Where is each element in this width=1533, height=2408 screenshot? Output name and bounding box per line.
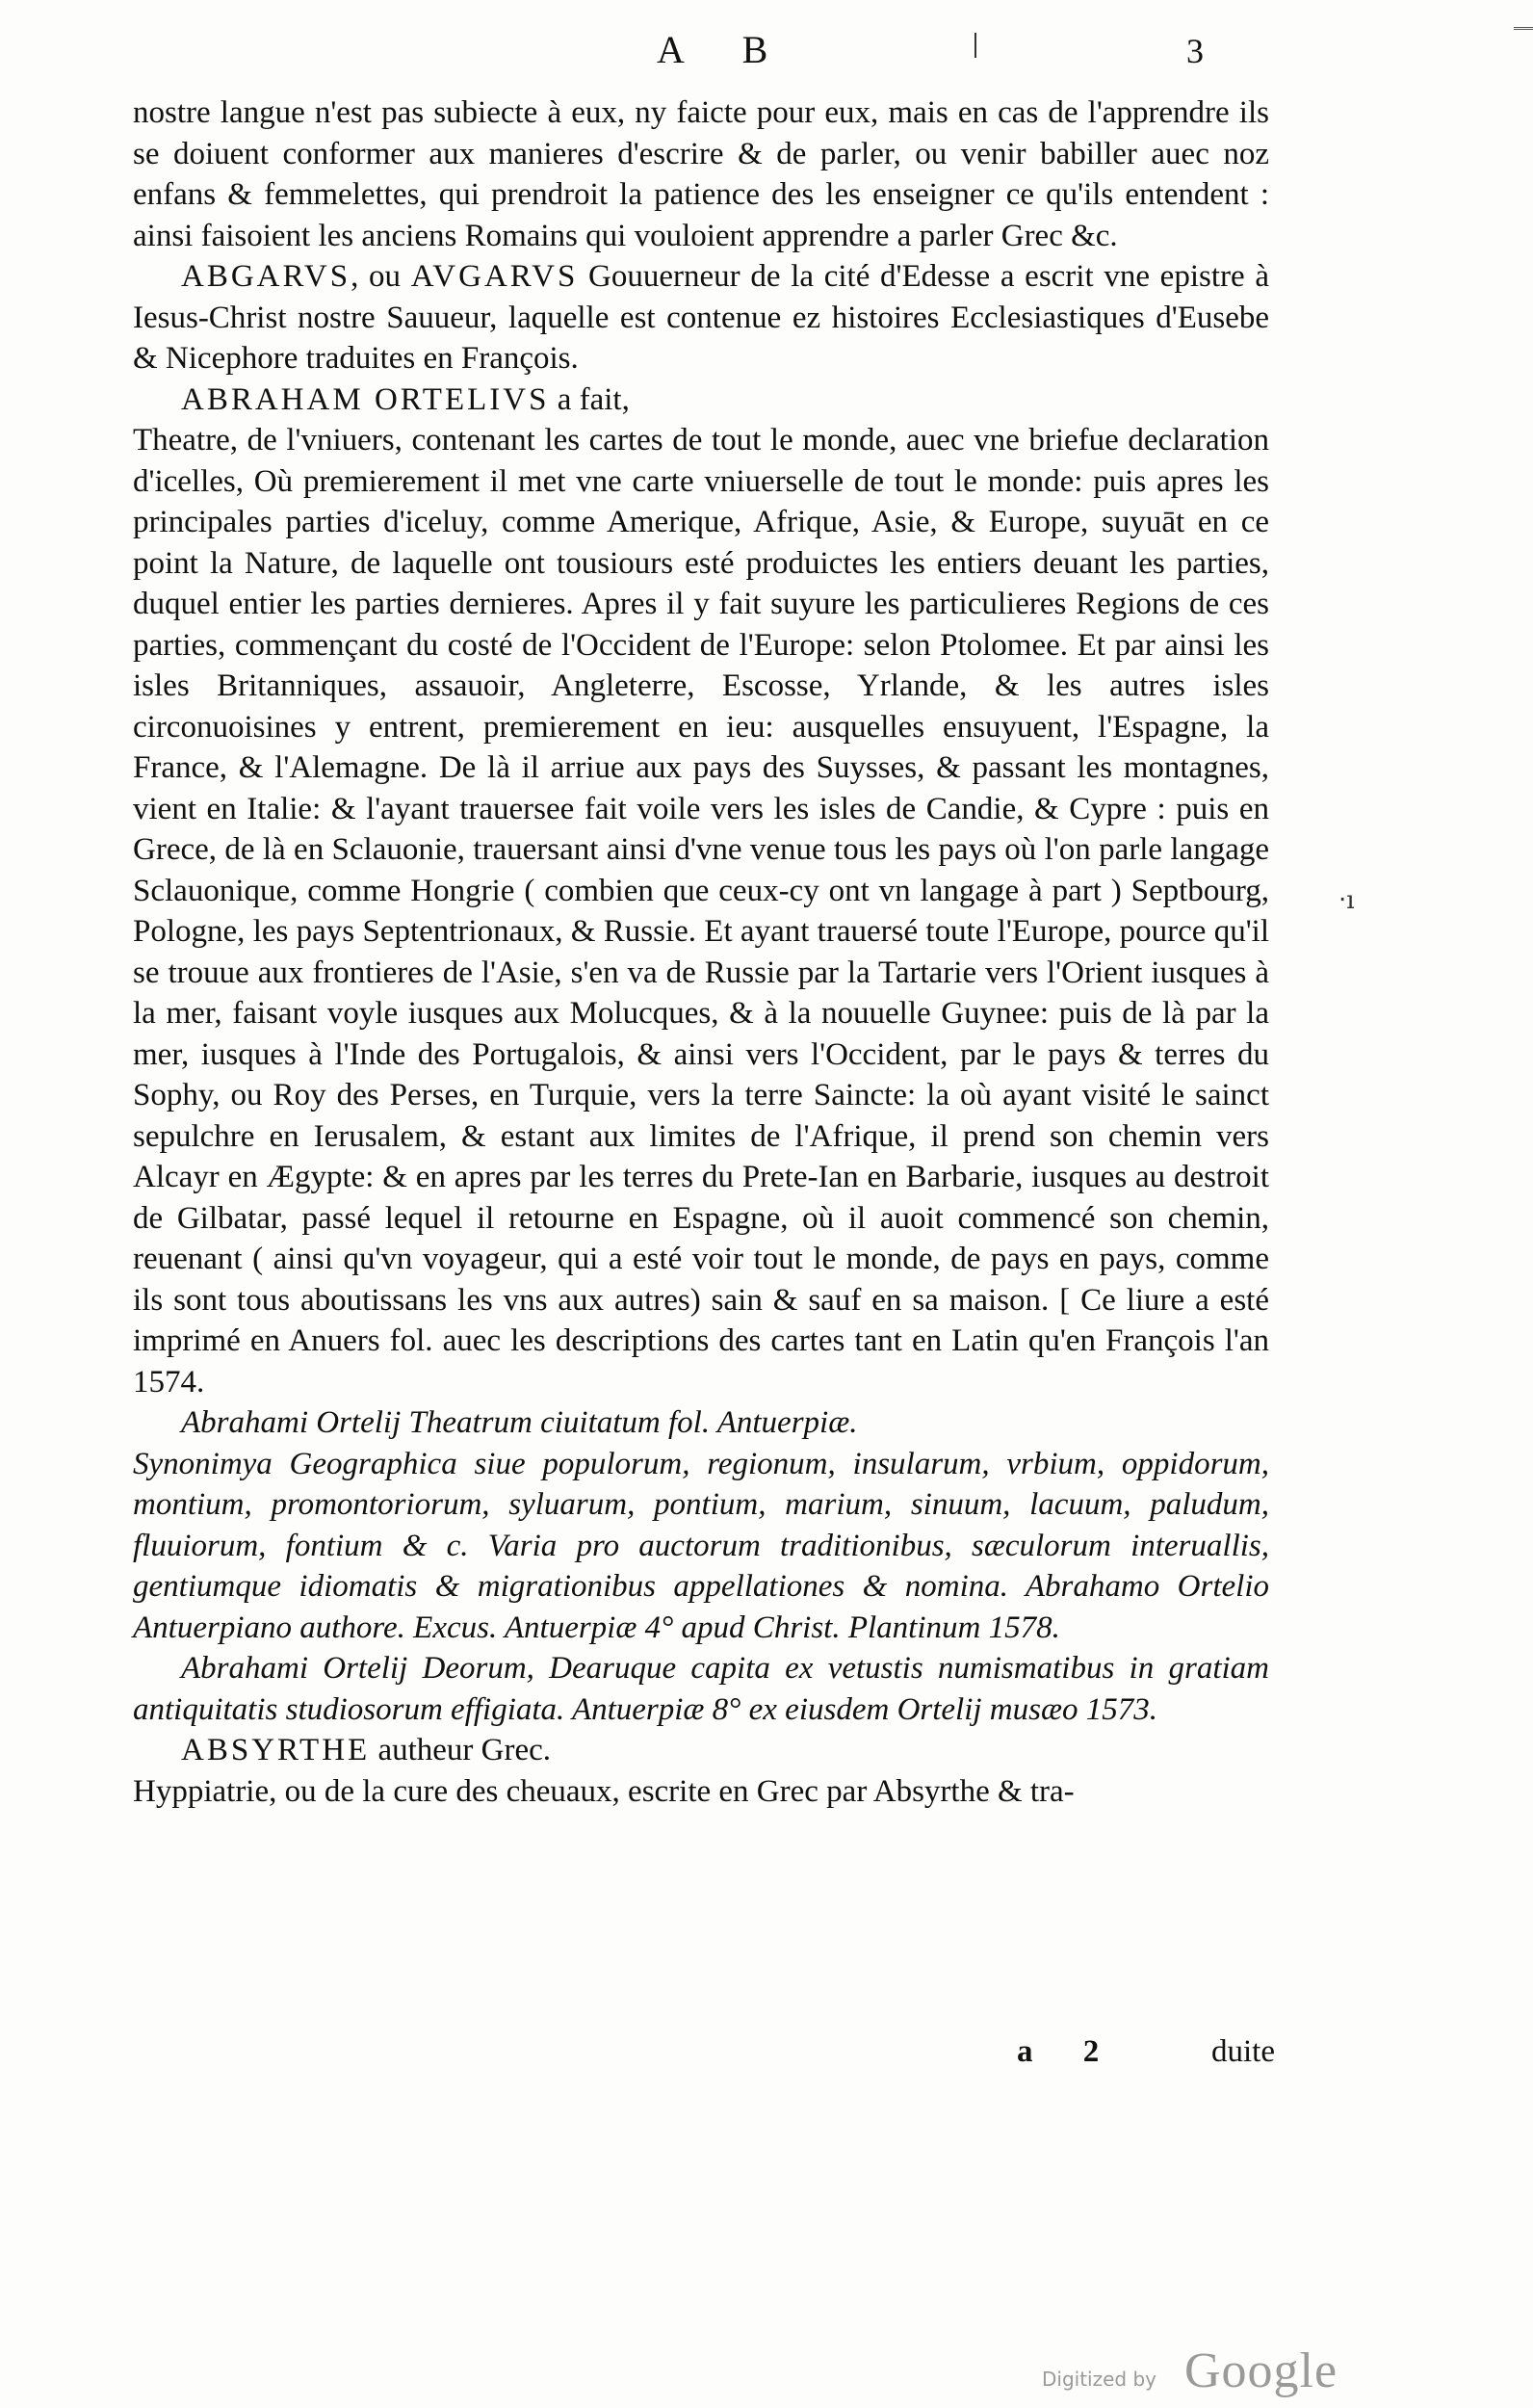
- ink-mark: [974, 33, 976, 58]
- google-logo: Google: [1184, 2343, 1338, 2398]
- catchword: duite: [1211, 2034, 1275, 2069]
- page-header: [0, 27, 1533, 85]
- entry-abgarus: [133, 256, 1269, 380]
- entry-absyrthe-text: Hyppiatrie, ou de la cure des cheuaux, escrite en Grec par Absyrthe & tra-: [133, 1773, 1075, 1809]
- latin-title-3: Abrahami Ortelij Deorum, Dearuque capita ex vetustis numismatibus in gratiam antiquitatis studiosorum effigiata. Antuerpiæ 8° ex eiusdem Ortelij musæo 1573.: [133, 1651, 1269, 1727]
- watermark-prefix: Digitized by: [1042, 2368, 1156, 2391]
- lemma-suffix: autheur Grec.: [370, 1733, 552, 1767]
- entry-text: Gouuerneur de la cité d'Edesse a escrit vne epistre à Iesus-Christ nostre Sauueur, laquelle est contenue ez histoires Ecclesiastiques d'Eusebe & Nicephore traduites en François.: [133, 259, 1269, 376]
- signature-mark: a 2: [1017, 2034, 1121, 2069]
- lemma-connector: , ou: [351, 259, 411, 294]
- entry-ortelius-head: [133, 380, 1269, 421]
- intro-paragraph: nostre langue n'est pas subiecte à eux, ny faicte pour eux, mais en cas de l'apprendre ils se doiuent conformer aux manieres d'escrire & de parler, ou venir babiller auec noz enfans & femmelettes, qui prendroit la patience des les enseigner ce qu'ils entendent : ainsi faisoient les anciens Romains qui vouloient apprendre a parler Grec &c.: [133, 95, 1269, 253]
- footer-line: [133, 2034, 1275, 2077]
- latin-title-2: Synonimya Geographica siue populorum, regionum, insularum, vrbium, oppidorum, montium, promontoriorum, syluarum, pontium, marium, sinuum, lacuum, paludum, fluuiorum, fontium & c. Varia pro auctorum traditionibus, sæculorum interuallis, gentiumque idiomatis & migrationibus appellationes & nomina. Abrahamo Ortelio Antuerpiano authore. Excus. Antuerpiæ 4° apud Christ. Plantinum 1578.: [133, 1446, 1269, 1645]
- lemma-abgarus: ABGARVS: [181, 259, 351, 294]
- running-head: A B: [657, 28, 793, 71]
- latin-title-1: Abrahami Ortelij Theatrum ciuitatum fol. Antuerpiæ.: [181, 1405, 858, 1440]
- edge-mark: [1514, 27, 1533, 53]
- page-number: 3: [1186, 32, 1204, 70]
- lemma-absyrthe: ABSYRTHE: [181, 1733, 371, 1767]
- lemma-augarus: AVGARVS: [410, 259, 579, 294]
- lemma-ortelius: ABRAHAM ORTELIVS: [181, 381, 550, 417]
- entry-absyrthe-head: [133, 1730, 1269, 1771]
- margin-ink-mark: ‧ı: [1338, 886, 1355, 915]
- lemma-suffix: a fait,: [549, 381, 630, 417]
- entry-ortelius-text: Theatre, de l'vniuers, contenant les cartes de tout le monde, auec vne briefue declaration d'icelles, Où premierement il met vne carte vniuerselle de tout le monde: puis apres les principales parties d'iceluy, comme Amerique, Afrique, Asie, & Europe, suyuāt en ce point la Nature, de laquelle ont tousiours esté produictes les entiers deuant les parties, duquel entier les parties dernieres. Apres il y fait suyure les particulieres Regions de ces parties, commençant du costé de l'Occident de l'Europe: selon Ptolomee. Et par ainsi les isles Britanniques, assauoir, Angleterre, Escosse, Yrlande, & les autres isles circonuoisines y entrent, premierement en ieu: ausquelles ensuyuent, l'Espagne, la France, & l'Alemagne. De là il arriue aux pays des Suysses, & passant les montagnes, vient en Italie: & l'ayant trauersee fait voile vers les isles de Candie, & Cypre : puis en Grece, de là en Sclauonie, trauersant ainsi d'vne venue tous les pays où l'on parle langage Sclauonique, comme Hongrie ( combien que ceux-cy ont vn langage à part ) Septbourg, Pologne, les pays Septentrionaux, & Russie. Et ayant trauersé toute l'Europe, pource qu'il se trouue aux frontieres de l'Asie, s'en va de Russie par la Tartarie vers l'Orient iusques à la mer, faisant voyle iusques aux Molucques, & à la nouuelle Guynee: puis de là par la mer, iusques à l'Inde des Portugalois, & ainsi vers l'Occident, par le pays & terres du Sophy, ou Roy des Perses, en Turquie, vers la terre Saincte: la où ayant visité le sainct sepulchre en Ierusalem, & estant aux limites de l'Afrique, il prend son chemin vers Alcayr en Ægypte: & en apres par les terres du Prete-Ian en Barbarie, iusques au destroit de Gilbatar, passé lequel il retourne en Espagne, où il auoit commencé son chemin, reuenant ( ainsi qu'vn voyageur, qui a esté voir tout le monde, de pays en pays, comme ils sont tous aboutissans les vns aux autres) sain & sauf en sa maison. [ Ce liure a esté imprimé en Anuers fol. auec les descriptions des cartes tant en Latin qu'en François l'an 1574.: [133, 423, 1269, 1400]
- digitized-watermark: [1042, 2343, 1379, 2400]
- body-text: [133, 92, 1269, 1812]
